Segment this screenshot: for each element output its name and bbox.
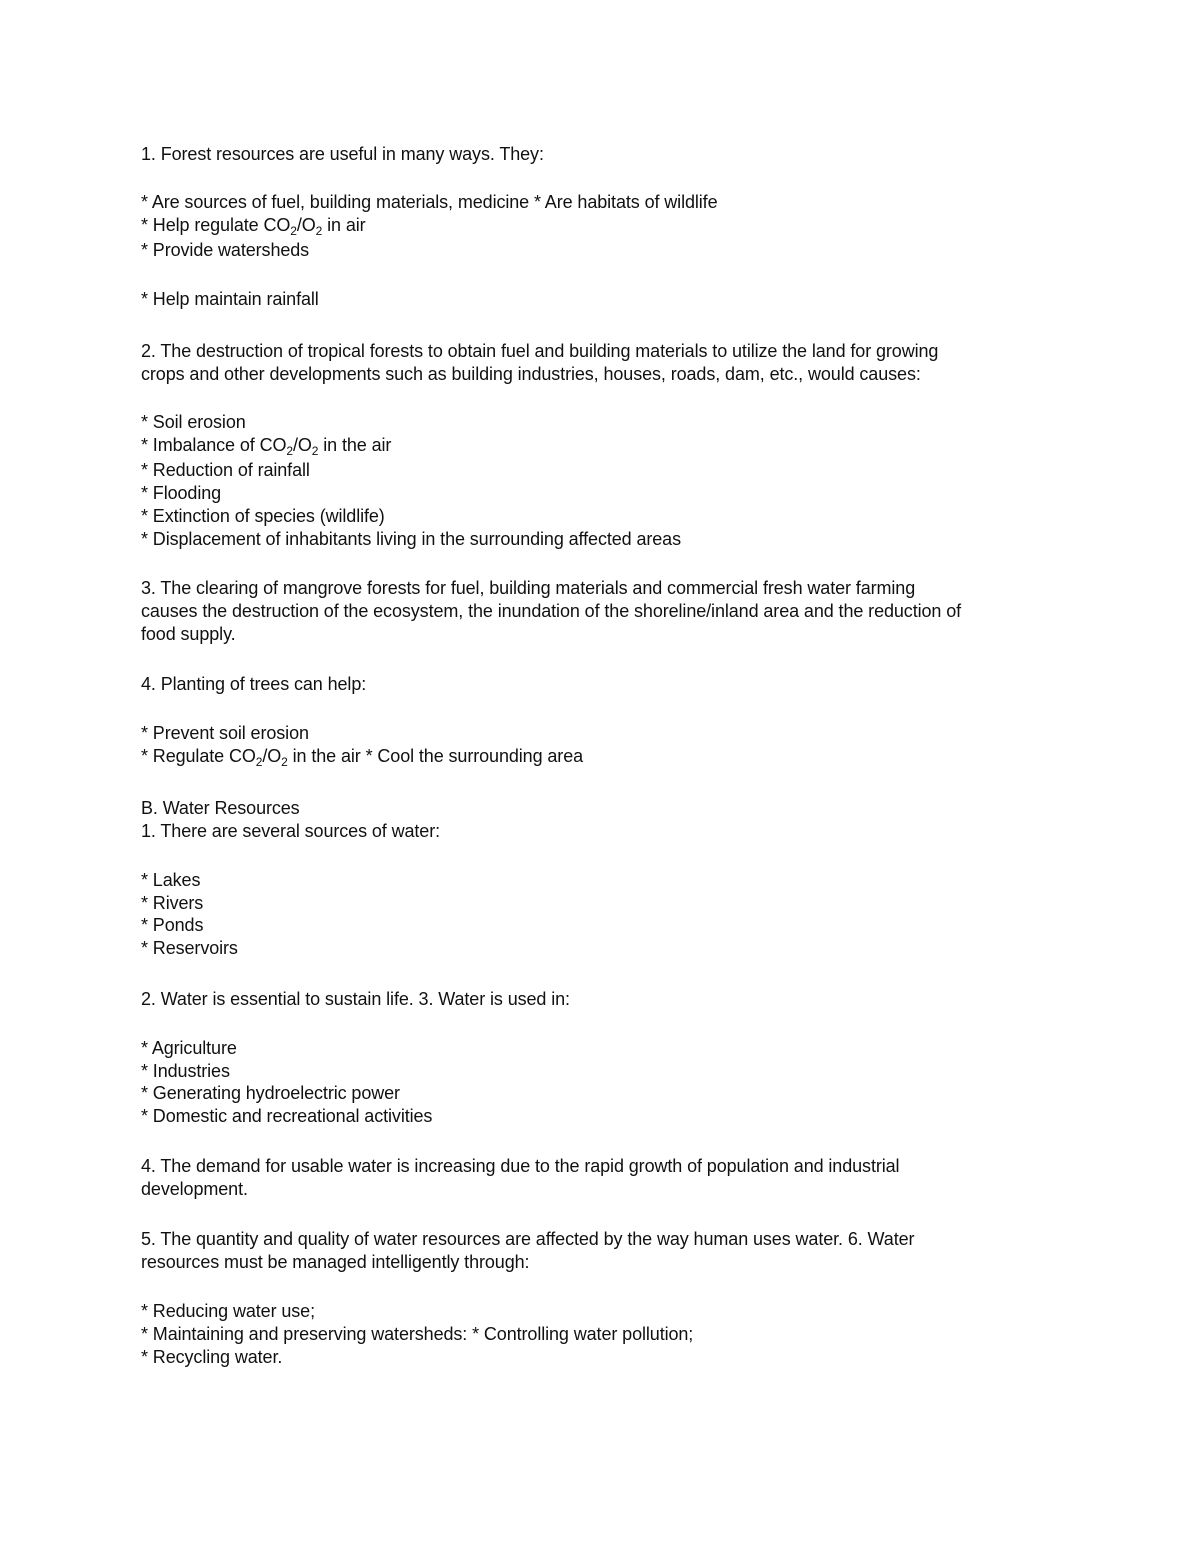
text-line: 4. Planting of trees can help:	[141, 674, 367, 694]
text-line: development.	[141, 1179, 248, 1199]
text-line: * Are sources of fuel, building materials, medicine * Are habitats of wildlife	[141, 192, 718, 212]
text-line: 1. There are several sources of water:	[141, 821, 441, 841]
subscript: 2	[255, 755, 263, 769]
text-segment: /O	[292, 435, 312, 455]
text-segment: /O	[262, 746, 282, 766]
text-line: * Reduction of rainfall	[141, 460, 310, 480]
text-line: 5. The quantity and quality of water resources are affected by the way human uses water. 6. Water	[141, 1229, 915, 1249]
subscript: 2	[281, 755, 288, 769]
text-segment: in air	[322, 215, 366, 235]
text-line: 3. The clearing of mangrove forests for fuel, building materials and commercial fresh water farming	[141, 578, 916, 598]
text-line: * Provide watersheds	[141, 240, 310, 260]
subscript: 2	[315, 224, 323, 238]
text-line: * Prevent soil erosion	[141, 723, 309, 743]
text-line: * Ponds	[141, 915, 204, 935]
text-line: 1. Forest resources are useful in many ways. They:	[141, 144, 544, 164]
text-line: resources must be managed intelligently through:	[141, 1252, 530, 1272]
text-line: B. Water Resources	[141, 798, 300, 818]
text-segment: * Regulate CO	[141, 746, 256, 766]
text-line: * Recycling water.	[141, 1347, 283, 1367]
text-segment: in the air	[318, 435, 392, 455]
text-line: 4. The demand for usable water is increasing due to the rapid growth of population and industrial	[141, 1156, 900, 1176]
text-line: * Rivers	[141, 893, 204, 913]
text-line: causes the destruction of the ecosystem, the inundation of the shoreline/inland area and the reduction of	[141, 601, 962, 621]
text-line: * Domestic and recreational activities	[141, 1106, 433, 1126]
text-line: 2. Water is essential to sustain life. 3. Water is used in:	[141, 989, 570, 1009]
text-segment: /O	[296, 215, 316, 235]
text-line: * Flooding	[141, 483, 222, 503]
text-line: * Help maintain rainfall	[141, 289, 319, 309]
text-line: * Extinction of species (wildlife)	[141, 506, 385, 526]
text-line: * Displacement of inhabitants living in the surrounding affected areas	[141, 529, 681, 549]
text-line: crops and other developments such as building industries, houses, roads, dam, etc., would causes:	[141, 364, 921, 384]
text-line: * Soil erosion	[141, 412, 246, 432]
text-line: * Maintaining and preserving watersheds: * Controlling water pollution;	[141, 1324, 694, 1344]
text-line: * Agriculture	[141, 1038, 237, 1058]
text-segment: * Help regulate CO	[141, 215, 291, 235]
text-line	[141, 745, 583, 767]
text-line	[141, 434, 391, 456]
subscript: 2	[311, 444, 319, 458]
text-line: * Lakes	[141, 870, 201, 890]
text-line: * Reducing water use;	[141, 1301, 315, 1321]
text-line: 2. The destruction of tropical forests to obtain fuel and building materials to utilize the land for growing	[141, 341, 939, 361]
text-line	[141, 214, 366, 236]
text-segment: * Imbalance of CO	[141, 435, 287, 455]
text-line: * Industries	[141, 1061, 230, 1081]
subscript: 2	[290, 224, 297, 238]
text-line: food supply.	[141, 624, 236, 644]
subscript: 2	[286, 444, 293, 458]
text-line: * Reservoirs	[141, 938, 238, 958]
text-segment: in the air * Cool the surrounding area	[287, 746, 584, 766]
text-line: * Generating hydroelectric power	[141, 1083, 400, 1103]
